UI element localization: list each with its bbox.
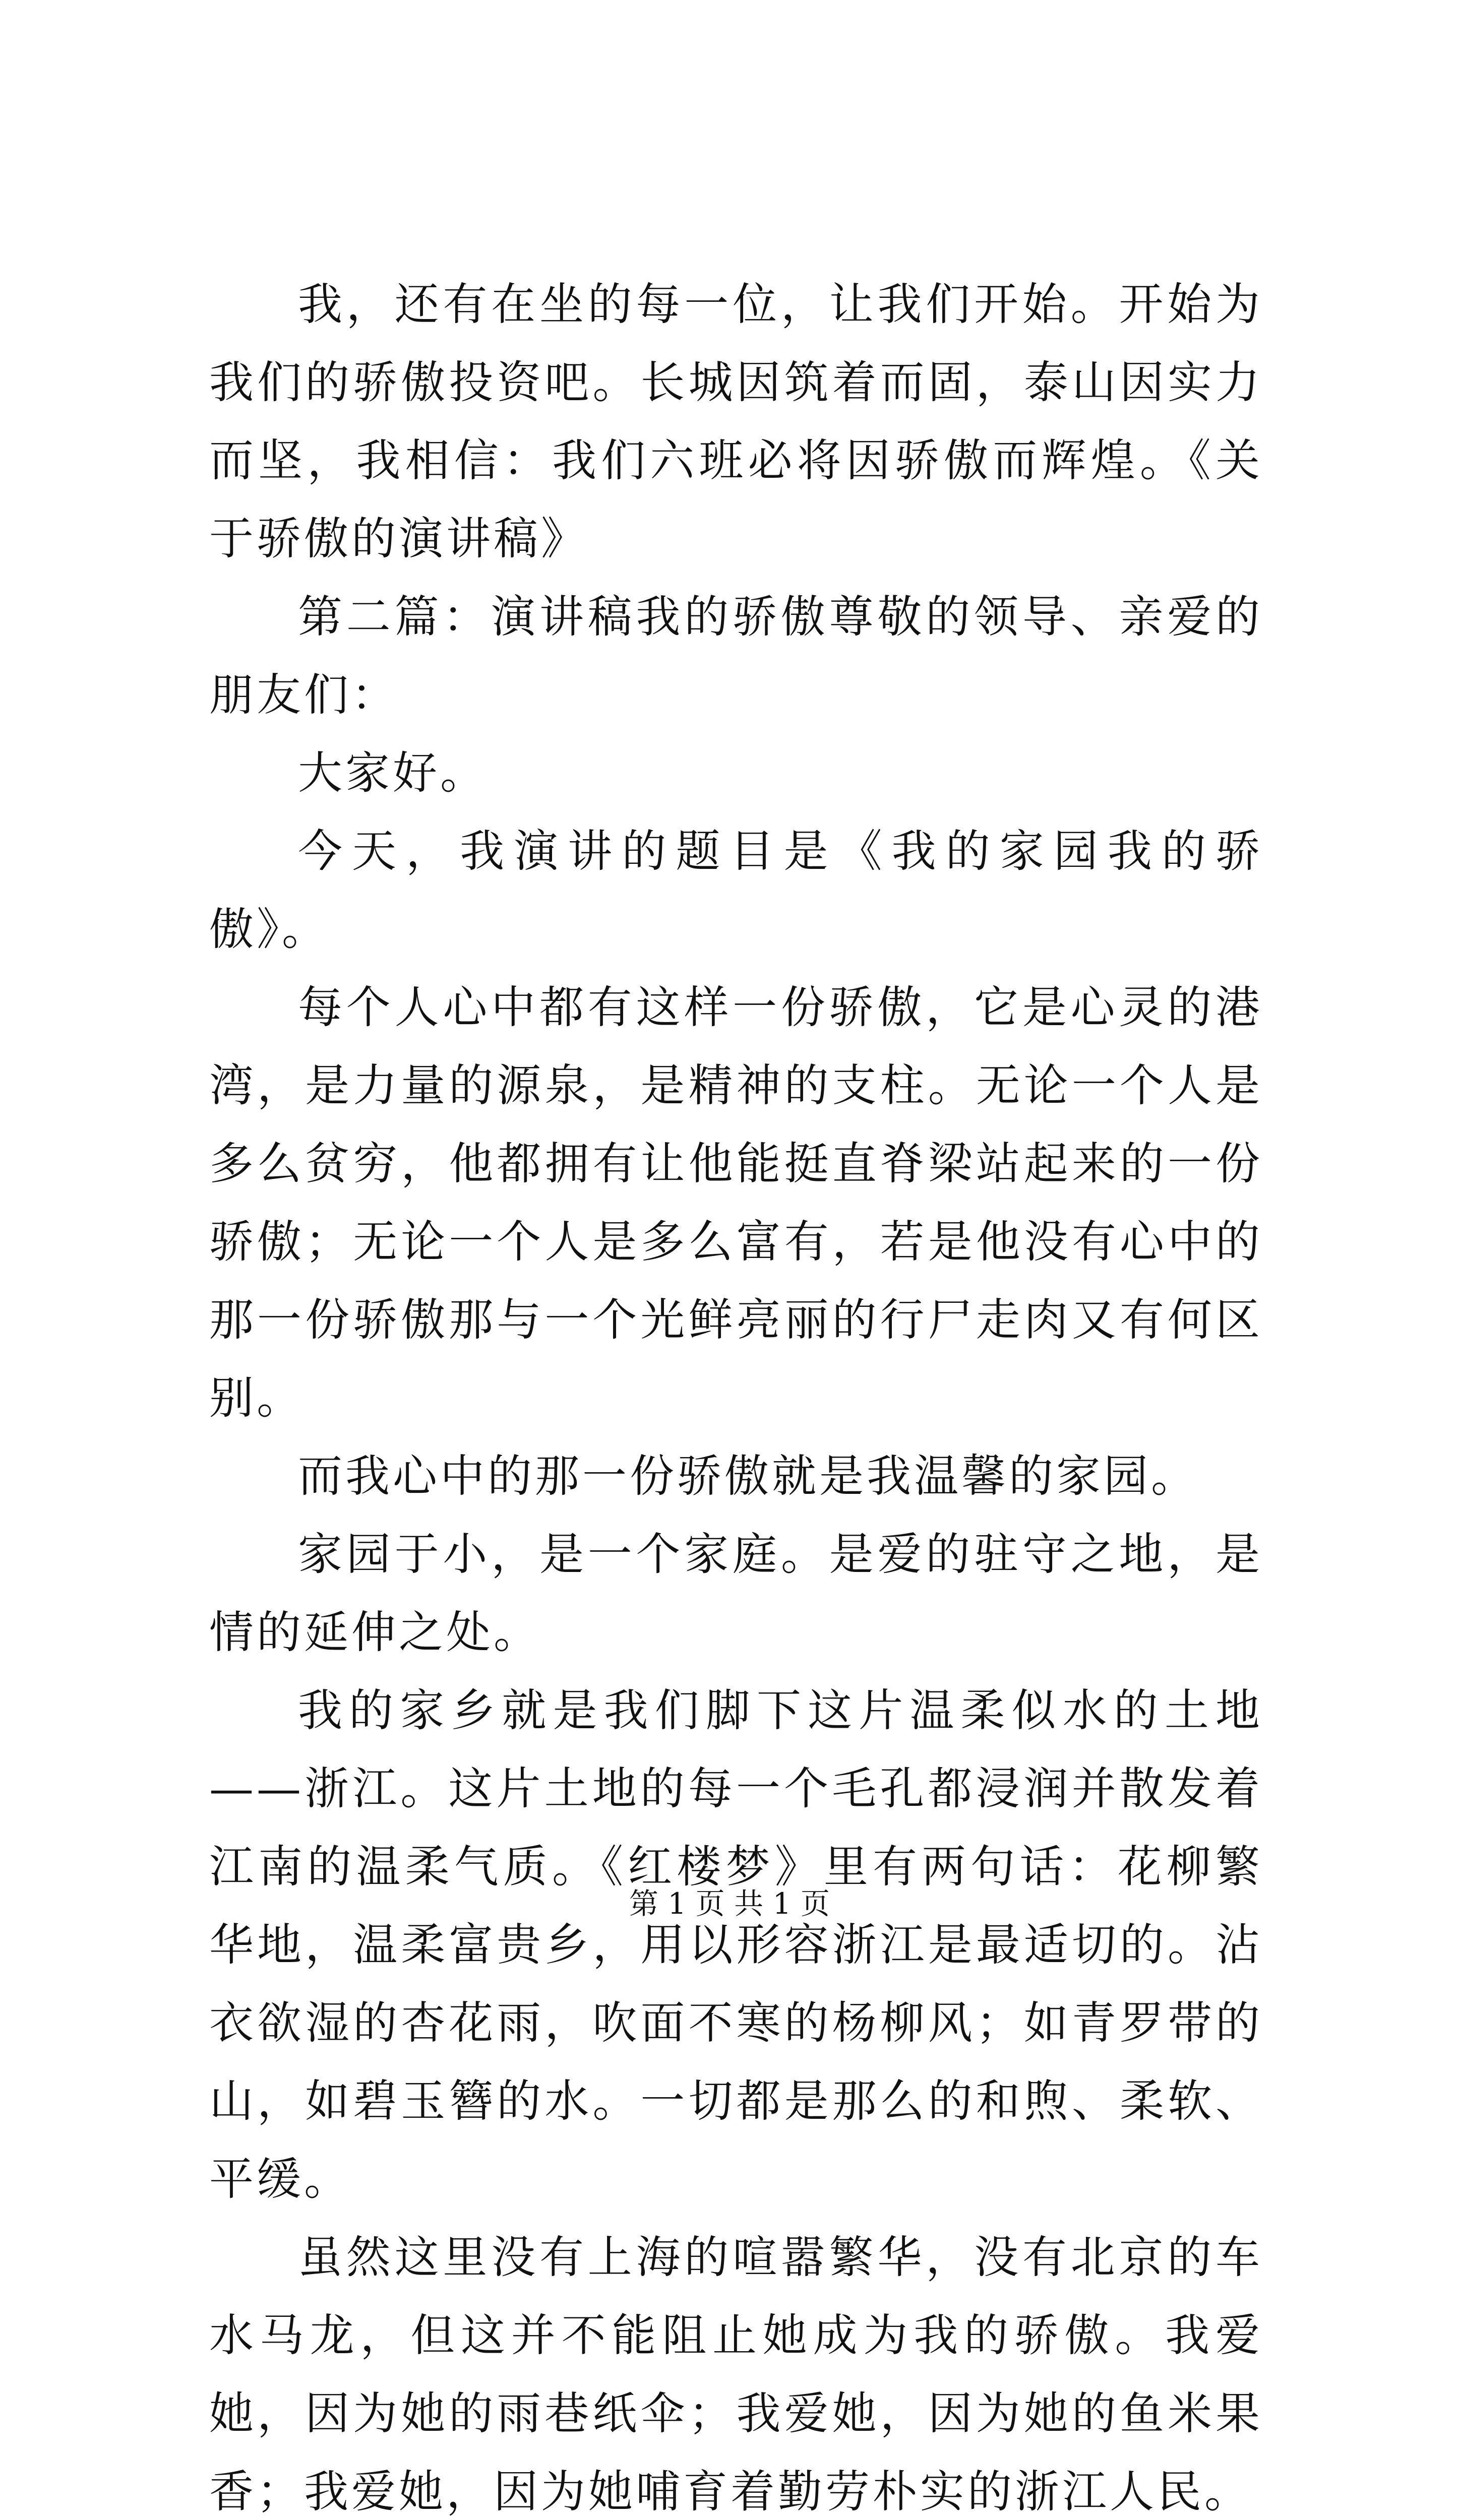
paragraph-9: 虽然这里没有上海的喧嚣繁华，没有北京的车水马龙，但这并不能阻止她成为我的骄傲。我爱她，因为她的雨巷纸伞；我爱她，因为她的鱼米果香；我爱她，因为她哺育着勤劳朴实的浙江人民。 (209, 2231, 1263, 2517)
paragraph-5: 每个人心中都有这样一份骄傲，它是心灵的港湾，是力量的源泉，是精神的支柱。无论一个人是多么贫穷，他都拥有让他能挺直脊梁站起来的一份骄傲；无论一个人是多么富有，若是他没有心中的那一份骄傲那与一个光鲜亮丽的行尸走肉又有何区别。 (209, 981, 1263, 1424)
paragraph-2: 第二篇：演讲稿我的骄傲尊敬的领导、亲爱的朋友们： (209, 591, 1263, 721)
paragraph-7: 家园于小，是一个家庭。是爱的驻守之地，是情的延伸之处。 (209, 1528, 1263, 1658)
document-body (209, 265, 1263, 2520)
page-footer: 第 1 页 共 1 页 (629, 1886, 830, 1921)
paragraph-3: 大家好。 (298, 747, 488, 799)
paragraph-4: 今天，我演讲的题目是《我的家园我的骄傲》。 (209, 825, 1263, 955)
paragraph-8: 我的家乡就是我们脚下这片温柔似水的土地——浙江。这片土地的每一个毛孔都浸润并散发着江南的温柔气质。《红楼梦》里有两句话：花柳繁华地，温柔富贵乡，用以形容浙江是最适切的。沾衣欲湿的杏花雨，吹面不寒的杨柳风；如青罗带的山，如碧玉簪的水。一切都是那么的和煦、柔软、平缓。 (209, 1684, 1263, 2205)
paragraph-6: 而我心中的那一份骄傲就是我温馨的家园。 (298, 1450, 1199, 1502)
paragraph-1: 我，还有在坐的每一位，让我们开始。开始为我们的骄傲投资吧。长城因筑着而固，泰山因实力而坚，我相信：我们六班必将因骄傲而辉煌。《关于骄傲的演讲稿》 (209, 278, 1263, 564)
